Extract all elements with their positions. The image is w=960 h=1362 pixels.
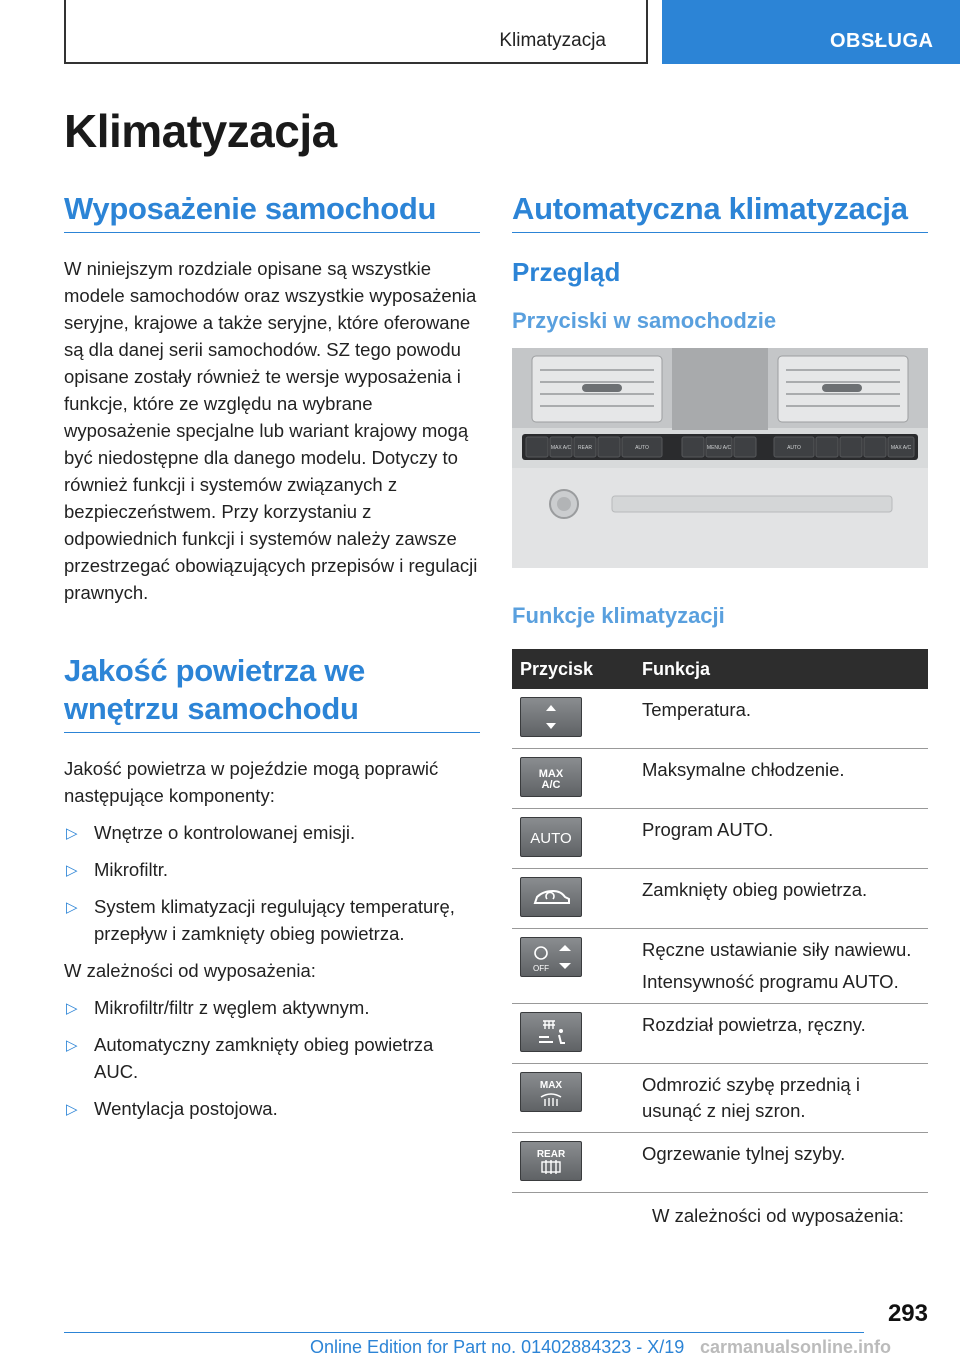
functions-table	[512, 649, 928, 1193]
max-ac-icon	[520, 757, 582, 797]
bullet-triangle-icon: ▷	[66, 1000, 78, 1017]
panel-label-max-ac-right: MAX A/C	[890, 445, 912, 451]
list-item: ▷ Wentylacja postojowa.	[64, 1095, 480, 1122]
list-item: ▷ Mikrofiltr.	[64, 856, 480, 883]
panel-label-max-ac: MAX A/C	[550, 445, 572, 451]
function-text: Zamknięty obieg powietrza.	[634, 869, 928, 929]
table-row	[512, 1133, 928, 1193]
function-text: Rozdział powietrza, ręczny.	[634, 1004, 928, 1064]
equipment-paragraph: W niniejszym rozdziale opisane są wszystkie modele samochodów oraz wszystkie wyposażenia seryjne, krajowe a także seryjne, które oferowane są dla danej serii samochodów. SZ tego powodu opisane zostały również te wersje wyposażenia i funkcje, które ze względu na wybrane wyposażenie specjalne lub wariant krajowy mogą być niedostępne dla danego modelu. Dotyczy to również funkcji i systemów związanych z bezpieczeństwem. Przy korzystaniu z odpowiednich funkcji i systemów należy zawsze przestrzegać obowiązujących przepisów i regulacji prawnych.	[64, 258, 478, 603]
footer-divider	[64, 1332, 864, 1333]
section-title-equipment: Wyposażenie samochodu	[64, 190, 480, 233]
table-row	[512, 869, 928, 929]
list-item: ▷ Wnętrze o kontrolowanej emisji.	[64, 819, 480, 846]
column-header-button: Przycisk	[512, 649, 634, 689]
left-column	[64, 190, 480, 1132]
bullet-triangle-icon: ▷	[66, 825, 78, 842]
equipment-list	[64, 994, 480, 1122]
auto-icon	[520, 817, 582, 857]
svg-text:REAR: REAR	[536, 1149, 566, 1160]
air-distribution-icon	[520, 1012, 582, 1052]
table-row	[512, 809, 928, 869]
rear-defrost-icon	[520, 1141, 582, 1181]
table-row	[512, 929, 928, 1004]
function-text: Program AUTO.	[634, 809, 928, 869]
function-text: Odmrozić szybę przednią i usunąć z niej szron.	[634, 1064, 928, 1133]
panel-label-rear: REAR	[578, 445, 592, 451]
svg-text:MAX: MAX	[539, 1080, 563, 1091]
table-header-row	[512, 649, 928, 689]
air-quality-list	[64, 819, 480, 947]
bullet-triangle-icon: ▷	[66, 1037, 78, 1054]
page-title: Klimatyzacja	[64, 105, 337, 157]
svg-text:MAXA/C: MAX A/C	[538, 768, 564, 791]
section-title-air-quality: Jakość powietrza we wnętrzu samochodu	[64, 652, 480, 733]
header-chapter-tab: OBSŁUGA	[662, 0, 960, 64]
car-control-panel-image	[512, 348, 928, 568]
air-quality-paragraph: Jakość powietrza w pojeździe mogą poprawić następujące komponenty:	[64, 758, 439, 806]
table-row	[512, 1004, 928, 1064]
fan-icon	[520, 937, 582, 977]
function-text: Ogrzewanie tylnej szyby.	[634, 1133, 928, 1193]
page-number: 293	[887, 1300, 928, 1327]
function-text: Ręczne ustawianie siły nawiewu. Intensywność programu AUTO.	[634, 929, 928, 1004]
bullet-triangle-icon: ▷	[66, 899, 78, 916]
section-title-auto-ac: Automatyczna klimatyzacja	[512, 190, 928, 233]
temperature-icon	[520, 697, 582, 737]
footer-edition: Online Edition for Part no. 01402884323 - X/19	[310, 1337, 685, 1357]
function-text: Temperatura.	[634, 689, 928, 749]
list-item: ▷ Automatyczny zamknięty obieg powietrza AUC.	[66, 1034, 434, 1082]
header-box	[64, 0, 648, 64]
function-text: Maksymalne chłodzenie.	[634, 749, 928, 809]
overview-title: Przegląd	[512, 257, 621, 287]
right-column	[512, 190, 928, 1227]
table-footnote: W zależności od wyposażenia:	[652, 1205, 904, 1226]
watermark: carmanualsonline.info	[700, 1337, 892, 1357]
recirculation-icon	[520, 877, 582, 917]
list-item: ▷ System klimatyzacji regulujący temperaturę, przepływ i zamknięty obieg powietrza.	[66, 896, 455, 944]
table-row	[512, 1064, 928, 1133]
column-header-function: Funkcja	[634, 649, 928, 689]
table-row	[512, 689, 928, 749]
buttons-title: Przyciski w samochodzie	[512, 308, 777, 333]
equipment-note: W zależności od wyposażenia:	[64, 960, 316, 981]
max-defrost-icon	[520, 1072, 582, 1112]
bullet-triangle-icon: ▷	[66, 862, 78, 879]
functions-title: Funkcje klimatyzacji	[512, 603, 725, 628]
table-row	[512, 749, 928, 809]
panel-label-auto-right: AUTO	[787, 445, 801, 451]
panel-label-menu-ac: MENU A/C	[706, 445, 732, 451]
list-item: ▷ Mikrofiltr/filtr z węglem aktywnym.	[64, 994, 480, 1021]
svg-text:OFF: OFF	[533, 964, 549, 973]
panel-label-auto-left: AUTO	[635, 445, 649, 451]
bullet-triangle-icon: ▷	[66, 1101, 78, 1118]
svg-text:AUTO: AUTO	[530, 830, 572, 847]
header-section-title: Klimatyzacja	[499, 30, 606, 51]
